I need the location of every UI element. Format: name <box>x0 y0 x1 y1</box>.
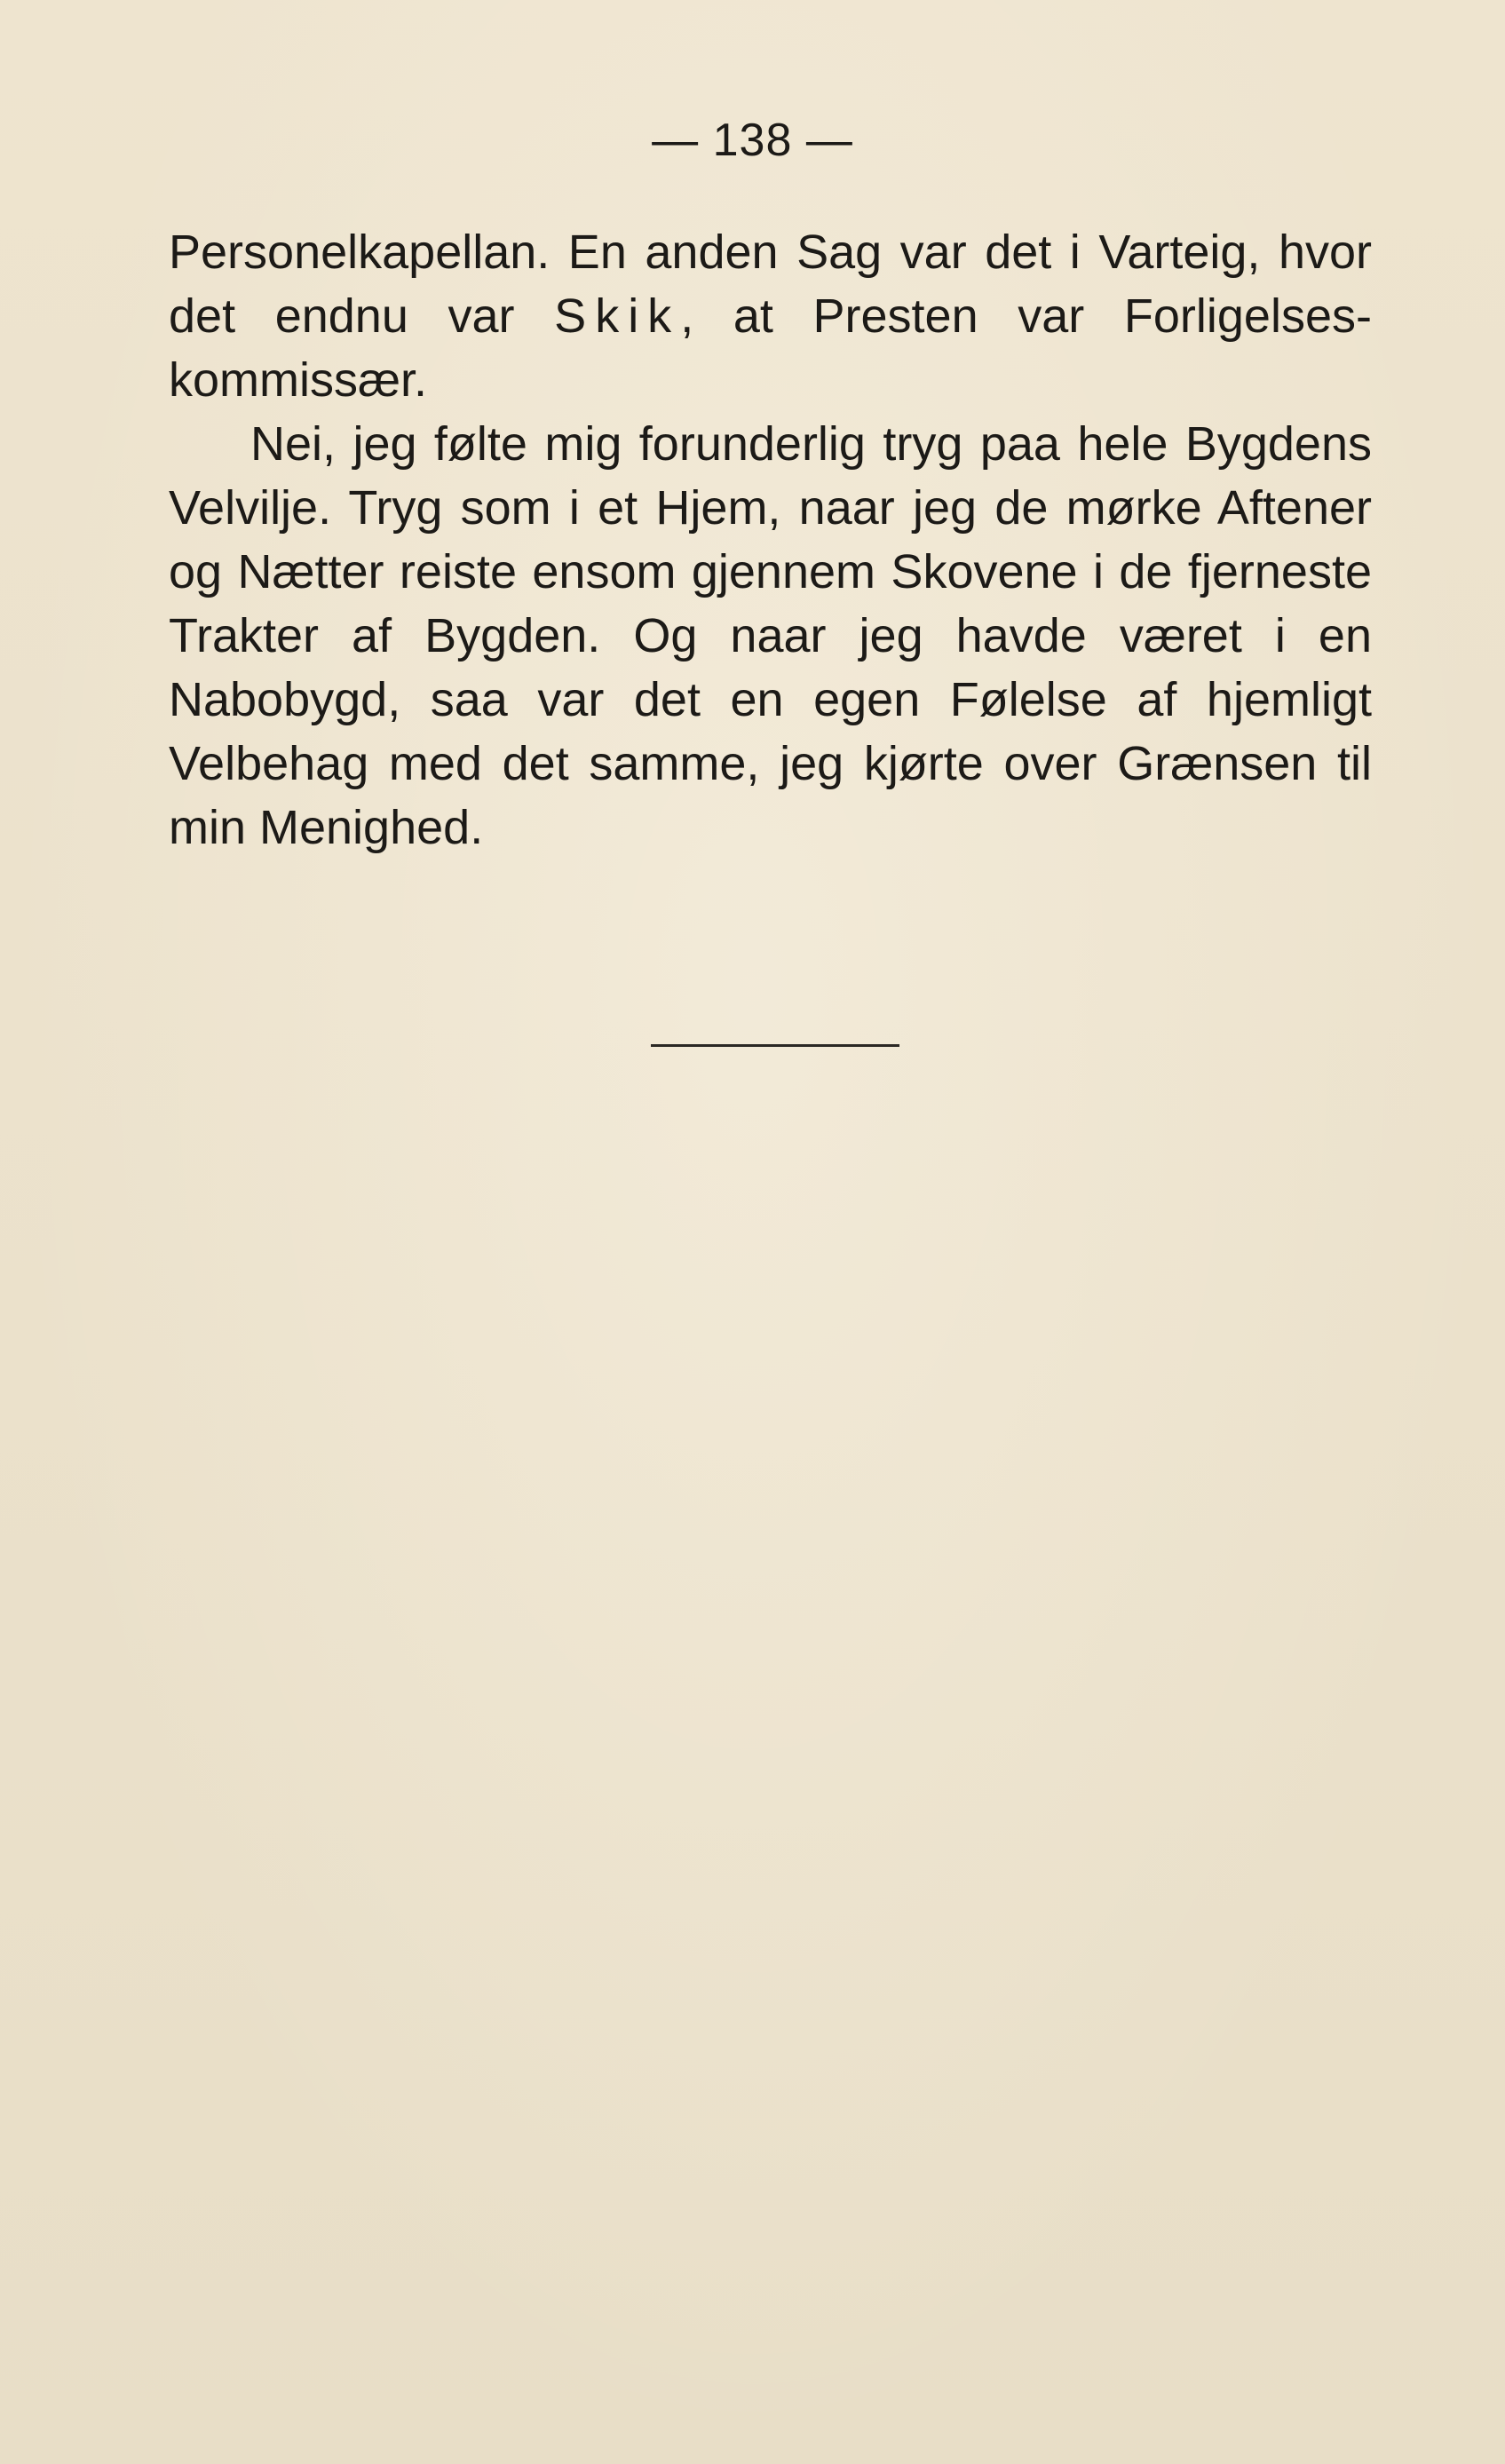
emphasized-word: Skik <box>554 289 681 343</box>
paragraph-1-start: Personelkapellan. En anden Sag var det i Varteig, hvor det endnu var <box>169 226 1372 343</box>
section-divider <box>651 1044 899 1047</box>
body-text <box>169 220 1372 860</box>
paragraph-1-end: , at Presten var Forligelseskommissær. <box>169 289 1372 407</box>
paragraph-2: Nei, jeg følte mig forunderlig tryg paa hele Bygdens Velvilje. Tryg som i et Hjem, naar jeg de mørke Aftener og Nætter reiste ensom gjennem Skovene i de fjerneste Trakter af Bygden. Og naar jeg havde været i en Nabobygd, saa var det en egen Følelse af hjemligt Velbehag med det samme, jeg kjørte over Grænsen til min Menighed. <box>169 417 1372 854</box>
paragraph-1 <box>169 220 1372 412</box>
page-number: — 138 — <box>652 115 853 166</box>
